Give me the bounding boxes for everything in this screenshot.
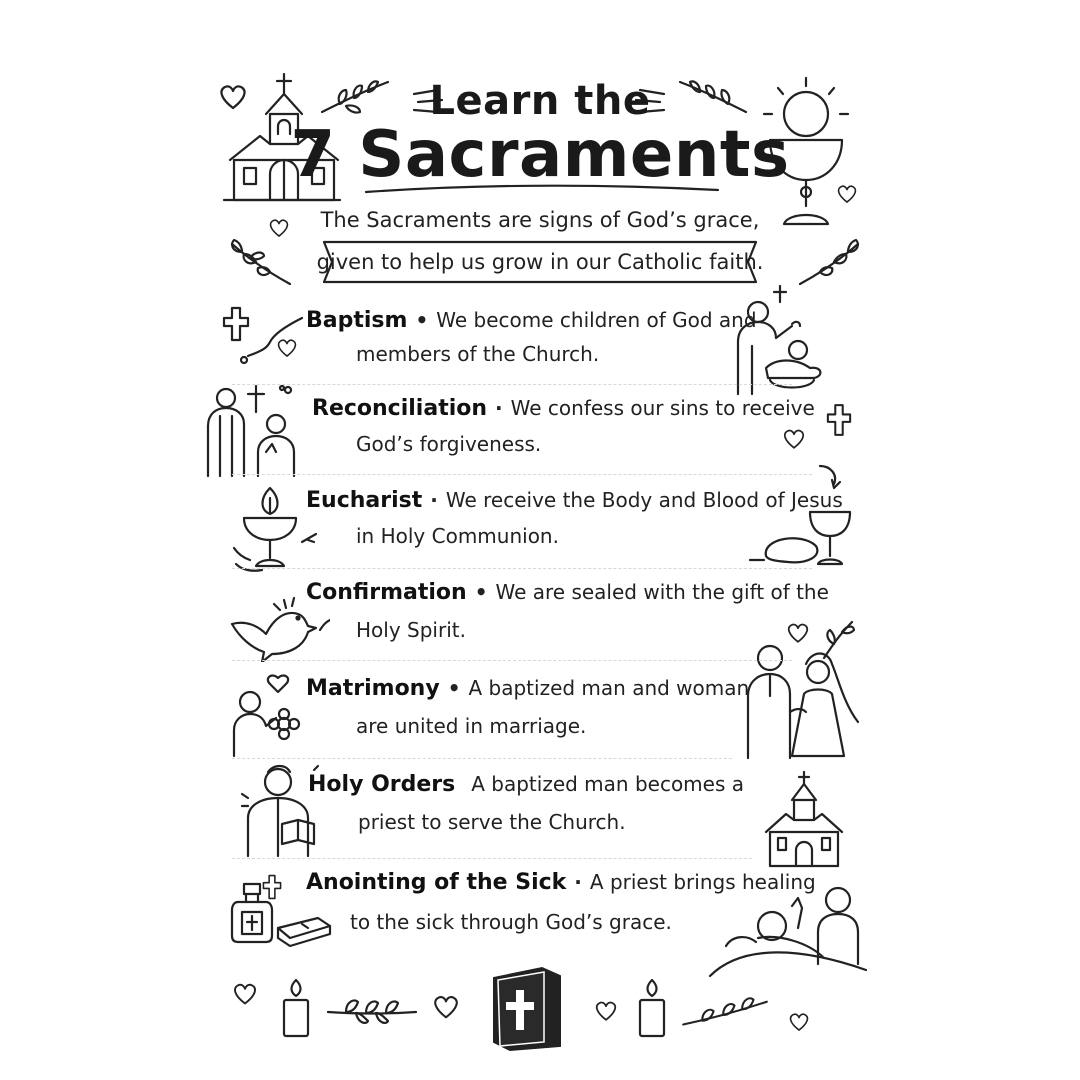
sacrament-description-line-2: priest to serve the Church. bbox=[358, 810, 626, 834]
dove-icon bbox=[228, 596, 330, 662]
sacrament-separator: · bbox=[495, 396, 503, 420]
sacrament-name: Baptism bbox=[306, 308, 408, 333]
sacrament-separator: • bbox=[474, 580, 488, 604]
sacrament-separator: • bbox=[447, 676, 461, 700]
sick-bed-icon bbox=[706, 880, 870, 980]
divider bbox=[232, 660, 792, 661]
page-title: 7 Sacraments bbox=[290, 118, 790, 192]
heart-icon bbox=[276, 338, 298, 358]
sacrament-description-line-2: God’s forgiveness. bbox=[356, 432, 542, 456]
bride-groom-icon bbox=[744, 636, 862, 760]
heart-icon bbox=[594, 1000, 618, 1022]
priest-baptizing-icon bbox=[730, 284, 826, 396]
sacrament-description-line-2: in Holy Communion. bbox=[356, 524, 559, 548]
child-flower-icon bbox=[228, 672, 304, 758]
sacrament-separator: · bbox=[430, 488, 438, 512]
heart-icon bbox=[782, 428, 806, 450]
divider bbox=[232, 474, 812, 475]
sacrament-separator: · bbox=[574, 870, 582, 894]
sacrament-separator: • bbox=[415, 308, 429, 332]
leaf-sprig-icon bbox=[680, 996, 770, 1034]
sacrament-description-line-1: We confess our sins to receive bbox=[510, 396, 815, 420]
leaf-sprig-icon bbox=[326, 992, 418, 1032]
heart-icon bbox=[788, 1012, 810, 1032]
sacrament-description-line-1: We are sealed with the gift of the bbox=[495, 580, 829, 604]
sacrament-description-line-1: A baptized man and woman bbox=[468, 676, 750, 700]
oil-bottle-icon bbox=[230, 882, 274, 944]
divider bbox=[232, 758, 732, 759]
divider bbox=[232, 858, 752, 859]
sacrament-name: Reconciliation bbox=[312, 396, 488, 421]
title-line-1: Learn the bbox=[429, 78, 651, 124]
title-underline bbox=[362, 182, 722, 196]
sacrament-description-line-1: A baptized man becomes a bbox=[471, 772, 744, 796]
bible-icon bbox=[488, 966, 564, 1052]
sacrament-description-line-2: to the sick through God’s grace. bbox=[350, 910, 672, 934]
bread-chalice-icon bbox=[748, 464, 858, 570]
sacrament-name: Matrimony bbox=[306, 676, 440, 701]
candle-icon bbox=[280, 978, 312, 1038]
intro-line-2: given to help us grow in our Catholic faith. bbox=[316, 250, 764, 274]
sacrament-description-line-1: A priest brings healing bbox=[589, 870, 816, 894]
prayer-book-icon bbox=[274, 914, 334, 948]
sacrament-description-line-1: We receive the Body and Blood of Jesus bbox=[445, 488, 843, 512]
sacrament-name: Eucharist bbox=[306, 488, 423, 513]
divider bbox=[232, 568, 812, 569]
sacrament-description-line-2: members of the Church. bbox=[356, 342, 600, 366]
heart-icon bbox=[432, 994, 460, 1020]
candle-icon bbox=[636, 978, 668, 1038]
sacrament-name: Confirmation bbox=[306, 580, 467, 605]
sacrament-description-line-1: We become children of God and bbox=[436, 308, 757, 332]
cross-icon bbox=[826, 402, 852, 438]
sacrament-description-line-2: are united in marriage. bbox=[356, 714, 587, 738]
heart-icon bbox=[232, 982, 258, 1006]
intro-line-1: The Sacraments are signs of God’s grace, bbox=[320, 208, 760, 232]
confession-icon bbox=[204, 382, 300, 478]
divider bbox=[232, 384, 792, 385]
sacrament-name: Anointing of the Sick bbox=[306, 870, 567, 895]
small-church-icon bbox=[762, 770, 844, 868]
sacrament-description-line-2: Holy Spirit. bbox=[356, 618, 466, 642]
sacrament-name: Holy Orders bbox=[308, 772, 456, 797]
